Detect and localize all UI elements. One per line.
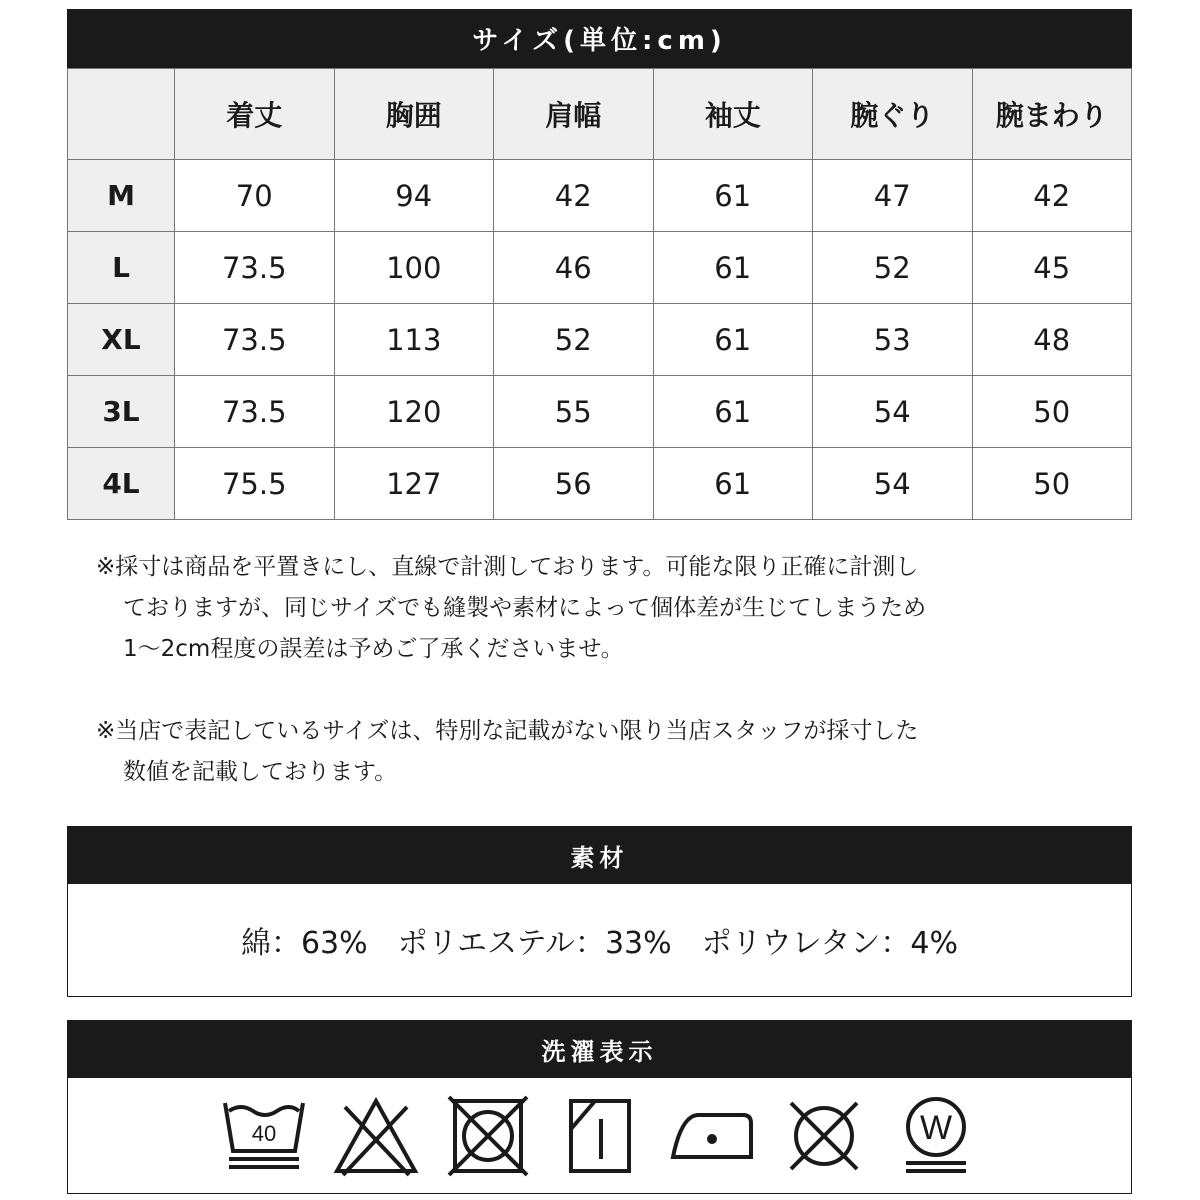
header-sleeve: 袖丈 bbox=[653, 69, 813, 160]
size-value-cell: 100 bbox=[334, 232, 494, 304]
size-value-cell: 47 bbox=[813, 160, 973, 232]
note-line: ※採寸は商品を平置きにし、直線で計測しております。可能な限り正確に計測し bbox=[96, 554, 919, 580]
size-value-cell: 56 bbox=[494, 448, 654, 520]
size-value-cell: 50 bbox=[972, 376, 1132, 448]
size-label: 3L bbox=[68, 376, 175, 448]
size-value-cell: 54 bbox=[813, 448, 973, 520]
note-line: ておりますが、同じサイズでも縫製や素材によって個体差が生じてしまうため bbox=[123, 595, 927, 621]
note-measurement bbox=[96, 547, 1036, 670]
size-row bbox=[68, 232, 1132, 304]
header-length: 着丈 bbox=[175, 69, 335, 160]
material-text: 綿：63% ポリエステル：33% ポリウレタン：4% bbox=[240, 926, 959, 961]
size-label: M bbox=[68, 160, 175, 232]
size-row bbox=[68, 160, 1132, 232]
size-value-cell: 42 bbox=[494, 160, 654, 232]
no-dry-clean-icon bbox=[774, 1091, 874, 1181]
size-value-cell: 61 bbox=[653, 160, 813, 232]
wash-40-gentle-icon bbox=[214, 1091, 314, 1181]
care-box bbox=[67, 1078, 1132, 1194]
size-value-cell: 61 bbox=[653, 304, 813, 376]
size-value-cell: 75.5 bbox=[175, 448, 335, 520]
size-label: L bbox=[68, 232, 175, 304]
size-label: 4L bbox=[68, 448, 175, 520]
size-row bbox=[68, 448, 1132, 520]
size-value-cell: 48 bbox=[972, 304, 1132, 376]
note-line: 1～2cm程度の誤差は予めご了承くださいませ。 bbox=[123, 636, 624, 662]
size-value-cell: 73.5 bbox=[175, 232, 335, 304]
size-value-cell: 127 bbox=[334, 448, 494, 520]
size-value-cell: 73.5 bbox=[175, 304, 335, 376]
svg-text:40: 40 bbox=[251, 1120, 276, 1146]
note-line: 数値を記載しております。 bbox=[123, 759, 398, 785]
header-arm-circumference: 腕まわり bbox=[972, 69, 1132, 160]
size-value-cell: 73.5 bbox=[175, 376, 335, 448]
size-row bbox=[68, 376, 1132, 448]
size-table-header-row bbox=[68, 69, 1132, 160]
size-value-cell: 42 bbox=[972, 160, 1132, 232]
size-value-cell: 113 bbox=[334, 304, 494, 376]
no-bleach-icon bbox=[326, 1091, 426, 1181]
size-value-cell: 54 bbox=[813, 376, 973, 448]
wet-clean-gentle-icon bbox=[886, 1091, 986, 1181]
size-value-cell: 70 bbox=[175, 160, 335, 232]
notes bbox=[96, 547, 1036, 834]
size-table bbox=[67, 68, 1132, 520]
size-value-cell: 46 bbox=[494, 232, 654, 304]
header-shoulder: 肩幅 bbox=[494, 69, 654, 160]
size-value-cell: 61 bbox=[653, 376, 813, 448]
size-value-cell: 61 bbox=[653, 232, 813, 304]
no-tumble-dry-icon bbox=[438, 1091, 538, 1181]
size-value-cell: 45 bbox=[972, 232, 1132, 304]
note-line: ※当店で表記しているサイズは、特別な記載がない限り当店スタッフが採寸した bbox=[96, 718, 919, 744]
material-section-title: 素材 bbox=[67, 826, 1132, 884]
header-armhole: 腕ぐり bbox=[813, 69, 973, 160]
size-section-title: サイズ(単位:cm) bbox=[67, 9, 1132, 68]
material-box bbox=[67, 884, 1132, 997]
note-staff bbox=[96, 711, 1036, 793]
size-value-cell: 50 bbox=[972, 448, 1132, 520]
care-section-title: 洗濯表示 bbox=[67, 1020, 1132, 1078]
size-table-corner bbox=[68, 69, 175, 160]
header-chest: 胸囲 bbox=[334, 69, 494, 160]
size-value-cell: 61 bbox=[653, 448, 813, 520]
size-row bbox=[68, 304, 1132, 376]
size-value-cell: 94 bbox=[334, 160, 494, 232]
iron-low-icon bbox=[662, 1091, 762, 1181]
line-dry-shade-icon bbox=[550, 1091, 650, 1181]
size-value-cell: 52 bbox=[494, 304, 654, 376]
size-label: XL bbox=[68, 304, 175, 376]
size-value-cell: 53 bbox=[813, 304, 973, 376]
size-value-cell: 52 bbox=[813, 232, 973, 304]
svg-text:W: W bbox=[919, 1108, 952, 1147]
size-value-cell: 55 bbox=[494, 376, 654, 448]
size-value-cell: 120 bbox=[334, 376, 494, 448]
